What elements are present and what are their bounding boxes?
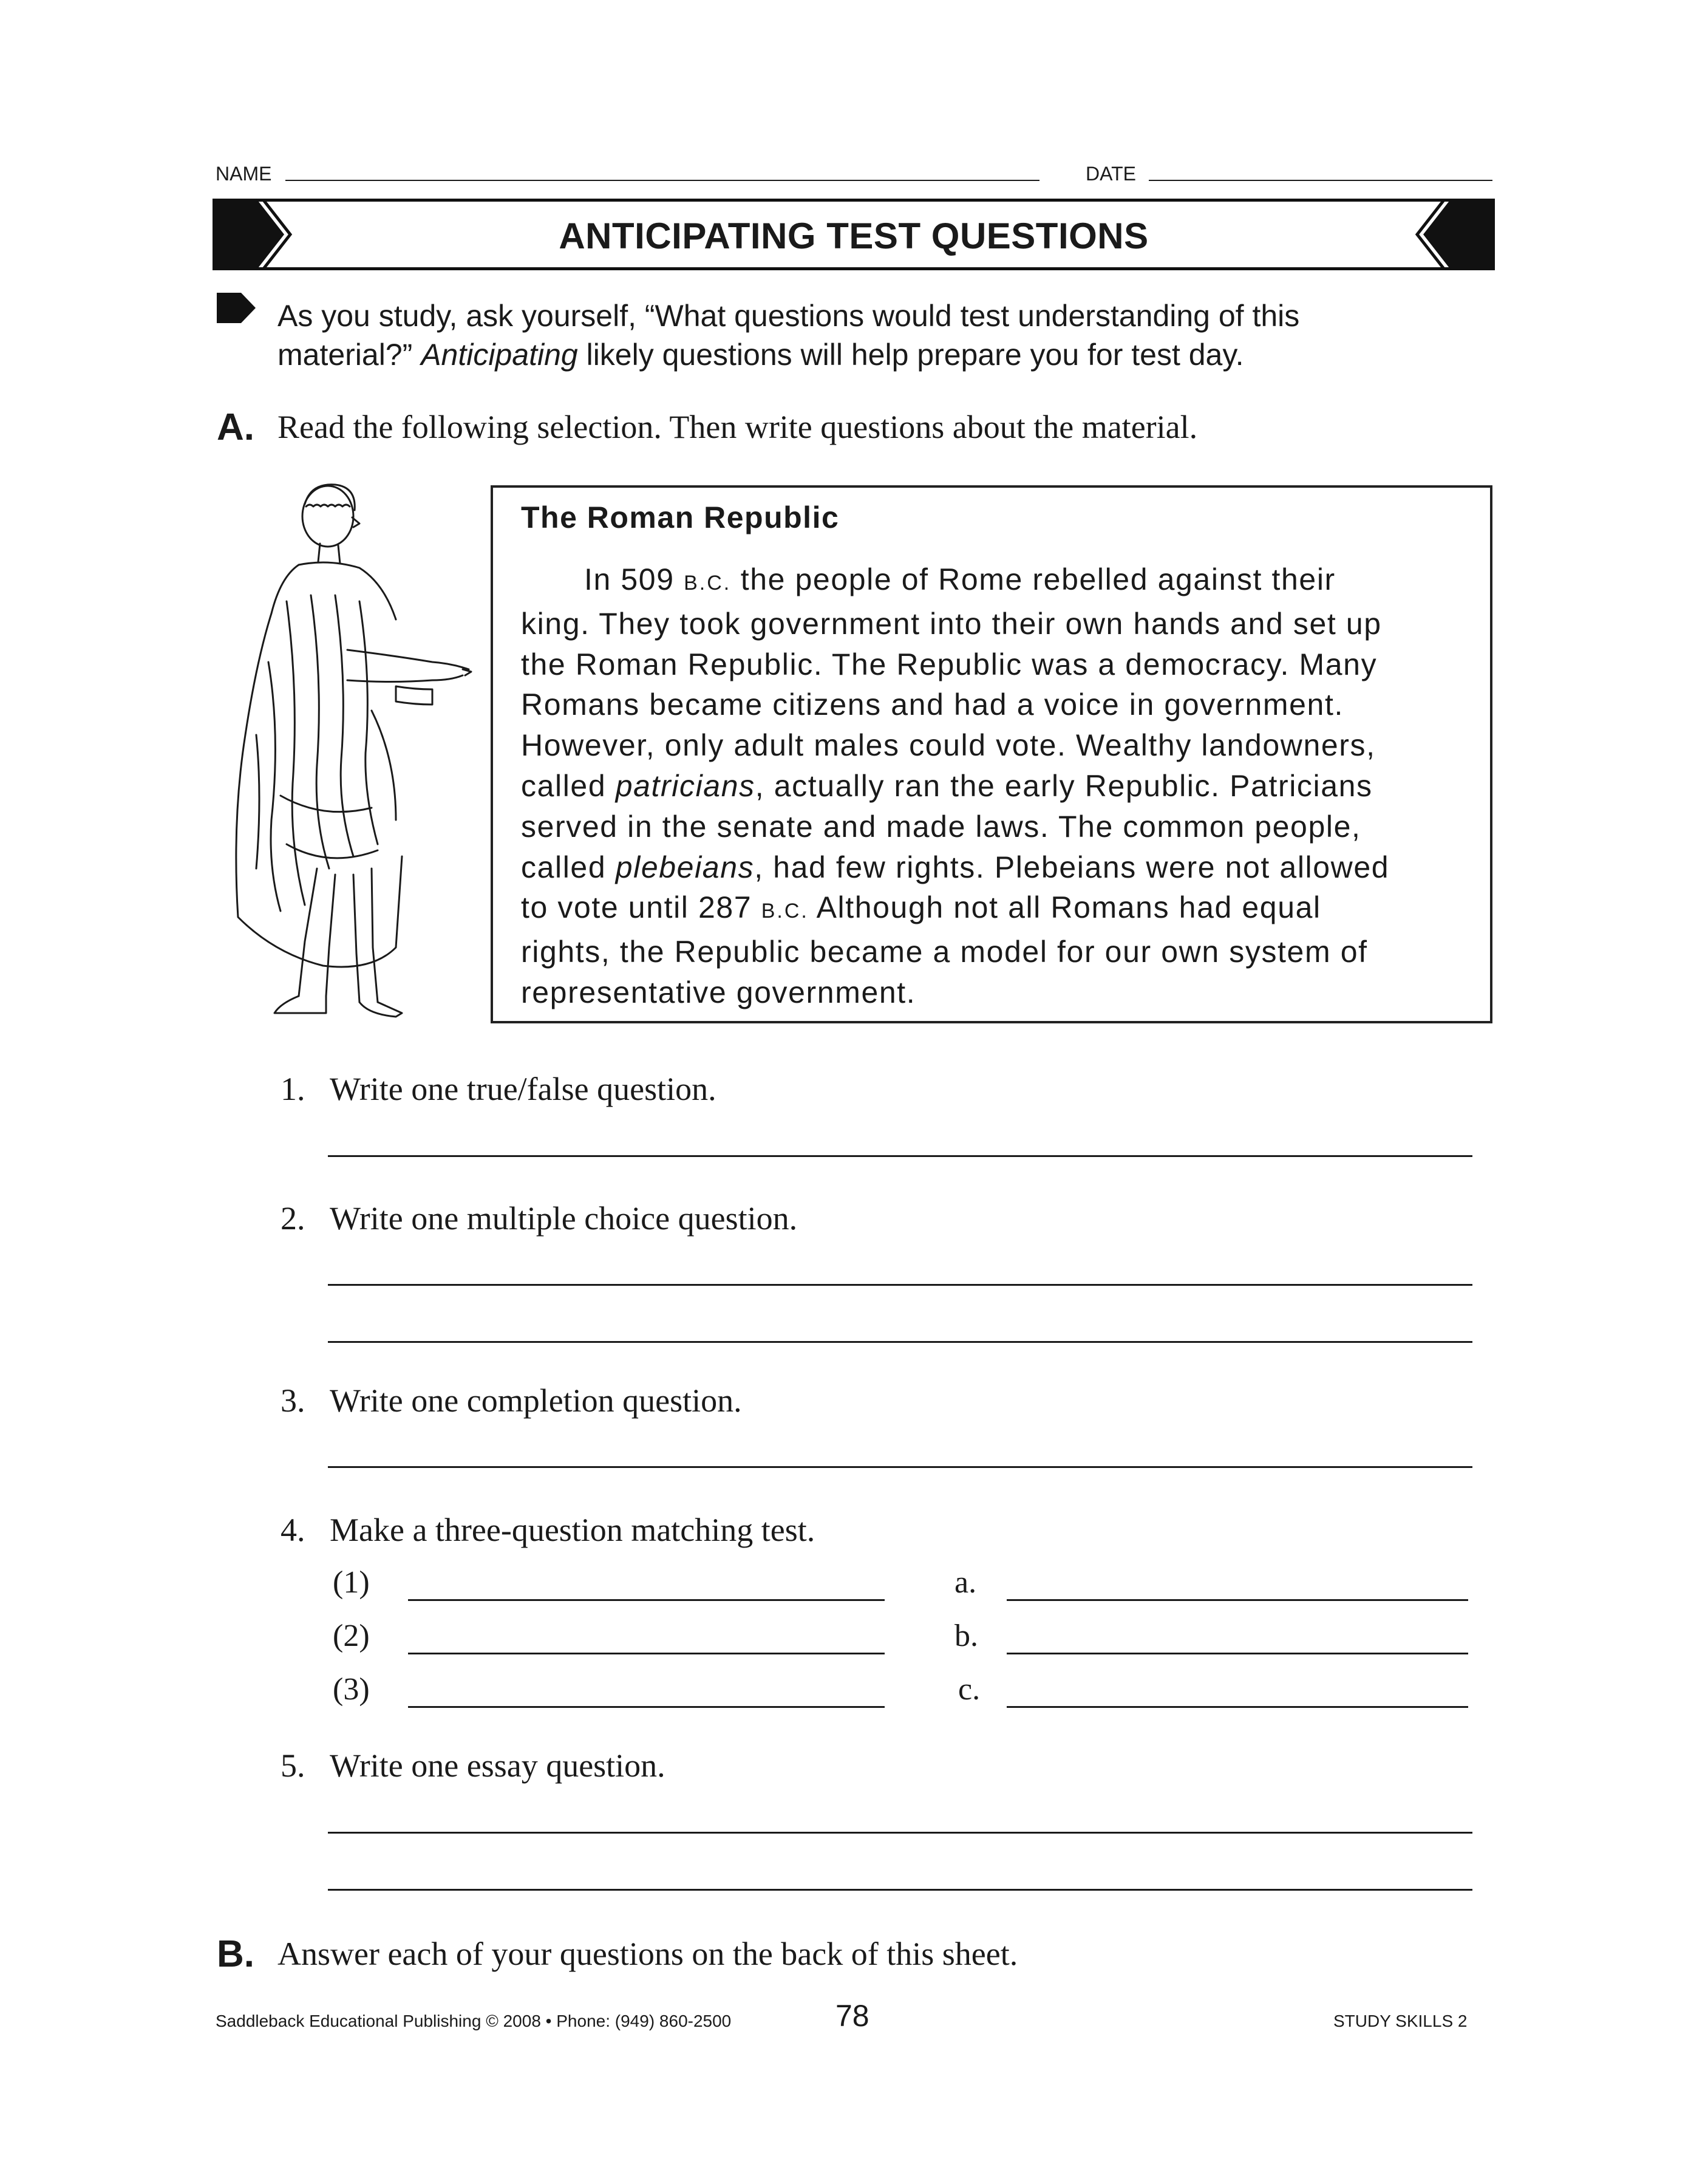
passage-l9-a: to vote until 287 bbox=[521, 890, 761, 925]
intro-text-a: material?” bbox=[277, 338, 421, 372]
name-label: NAME bbox=[216, 163, 272, 185]
passage-l8-italic: plebeians bbox=[615, 850, 755, 884]
question-2-text: Write one multiple choice question. bbox=[330, 1200, 798, 1237]
question-2-number: 2. bbox=[281, 1200, 305, 1237]
name-line[interactable] bbox=[285, 180, 1039, 181]
passage-l6-b: , actually ran the early Republic. Patricians bbox=[755, 768, 1373, 803]
footer-series: STUDY SKILLS 2 bbox=[1333, 2012, 1468, 2030]
passage-l1-a: In 509 bbox=[584, 562, 684, 596]
passage-line-9 bbox=[521, 887, 1474, 932]
passage-line-11: representative government. bbox=[521, 975, 916, 1009]
date-line[interactable] bbox=[1149, 180, 1492, 181]
passage-l9-sc: B.C. bbox=[761, 899, 809, 923]
match-right-line-c[interactable] bbox=[1007, 1706, 1468, 1708]
passage-line-10: rights, the Republic became a model for our own system of bbox=[521, 935, 1368, 969]
question-3-text: Write one completion question. bbox=[330, 1382, 742, 1419]
title-banner bbox=[216, 199, 1492, 270]
passage-l9-b: Although not all Romans had equal bbox=[808, 890, 1321, 925]
question-3-number: 3. bbox=[281, 1382, 305, 1419]
passage-line-8 bbox=[521, 847, 1474, 888]
intro-text bbox=[277, 296, 1492, 374]
section-a-letter: A. bbox=[217, 406, 254, 448]
answer-line-5a[interactable] bbox=[328, 1832, 1472, 1834]
match-right-label-c: c. bbox=[958, 1672, 981, 1707]
page-title: ANTICIPATING TEST QUESTIONS bbox=[559, 216, 1149, 256]
match-left-line-2[interactable] bbox=[408, 1653, 885, 1654]
answer-line-3[interactable] bbox=[328, 1466, 1472, 1468]
date-label: DATE bbox=[1086, 163, 1136, 185]
match-right-line-b[interactable] bbox=[1007, 1653, 1468, 1654]
answer-line-5b[interactable] bbox=[328, 1889, 1472, 1891]
intro-line-2 bbox=[277, 335, 1492, 374]
page-number: 78 bbox=[835, 1999, 869, 2033]
match-right-label-b: b. bbox=[954, 1619, 978, 1653]
match-left-label-1: (1) bbox=[333, 1565, 370, 1600]
question-1-number: 1. bbox=[281, 1071, 305, 1107]
question-4-number: 4. bbox=[281, 1512, 305, 1548]
section-a-instruction: Read the following selection. Then write questions about the material. bbox=[277, 409, 1198, 445]
passage-line-3: the Roman Republic. The Republic was a democracy. Many bbox=[521, 647, 1378, 681]
match-left-label-3: (3) bbox=[333, 1672, 370, 1707]
question-1-text: Write one true/false question. bbox=[330, 1071, 716, 1107]
passage-body bbox=[521, 559, 1474, 1013]
passage-box bbox=[491, 485, 1492, 1023]
passage-title: The Roman Republic bbox=[521, 500, 840, 534]
answer-line-2b[interactable] bbox=[328, 1341, 1472, 1343]
match-left-line-3[interactable] bbox=[408, 1706, 885, 1708]
passage-l6-a: called bbox=[521, 768, 616, 803]
question-5-number: 5. bbox=[281, 1747, 305, 1784]
match-left-line-1[interactable] bbox=[408, 1599, 885, 1601]
question-4-text: Make a three-question matching test. bbox=[330, 1512, 815, 1548]
passage-l1-b: the people of Rome rebelled against their bbox=[731, 562, 1336, 596]
footer-publisher: Saddleback Educational Publishing © 2008 • Phone: (949) 860-2500 bbox=[216, 2012, 732, 2030]
roman-figure-image bbox=[214, 480, 481, 1020]
passage-line-5: However, only adult males could vote. Wealthy landowners, bbox=[521, 728, 1376, 763]
intro-line-1: As you study, ask yourself, “What questions would test understanding of this bbox=[277, 299, 1300, 333]
match-right-label-a: a. bbox=[954, 1565, 977, 1600]
intro-text-b: likely questions will help prepare you for test day. bbox=[577, 338, 1244, 372]
passage-line-6 bbox=[521, 766, 1474, 807]
arrow-bullet-icon bbox=[217, 293, 257, 323]
match-left-label-2: (2) bbox=[333, 1619, 370, 1653]
right-chevron-icon bbox=[1410, 199, 1495, 270]
answer-line-2a[interactable] bbox=[328, 1284, 1472, 1286]
match-right-line-a[interactable] bbox=[1007, 1599, 1468, 1601]
intro-italic: Anticipating bbox=[421, 338, 578, 372]
passage-line-4: Romans became citizens and had a voice in government. bbox=[521, 688, 1344, 722]
passage-l6-italic: patricians bbox=[615, 768, 755, 803]
passage-line-1 bbox=[521, 559, 1474, 604]
passage-l1-sc: B.C. bbox=[684, 572, 732, 595]
passage-line-7: served in the senate and made laws. The common people, bbox=[521, 809, 1361, 844]
passage-l8-b: , had few rights. Plebeians were not allowed bbox=[754, 850, 1390, 884]
section-b-instruction: Answer each of your questions on the back of this sheet. bbox=[277, 1936, 1018, 1972]
question-5-text: Write one essay question. bbox=[330, 1747, 665, 1784]
answer-line-1[interactable] bbox=[328, 1155, 1472, 1157]
section-b-letter: B. bbox=[217, 1933, 254, 1975]
passage-l8-a: called bbox=[521, 850, 616, 884]
passage-line-2: king. They took government into their own hands and set up bbox=[521, 606, 1382, 641]
